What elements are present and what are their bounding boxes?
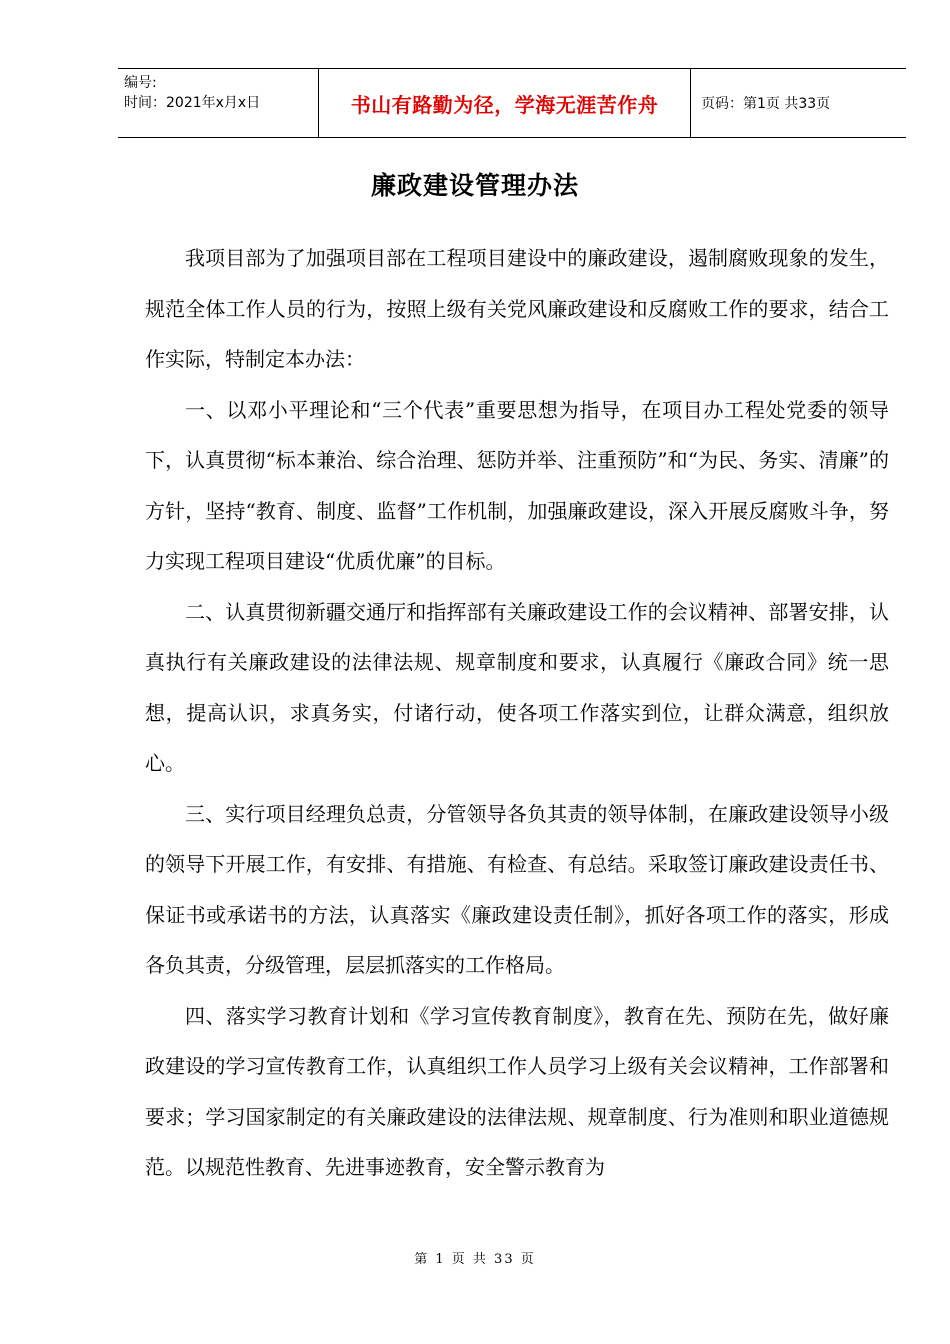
header-meta <box>118 69 318 137</box>
paragraph-3: 三、实行项目经理负总责，分管领导各负其责的领导体制，在廉政建设领导小级的领导下开展工作，有安排、有措施、有检查、有总结。采取签订廉政建设责任书、保证书或承诺书的方法，认真落实《廉政建设责任制》，抓好各项工作的落实，形成各负其责，分级管理，层层抓落实的工作格局。 <box>145 801 889 977</box>
document-time-label: 时间：2021年x月x日 <box>124 95 261 111</box>
page-footer: 第 1 页 共 33 页 <box>414 1252 536 1267</box>
paragraph-intro: 我项目部为了加强项目部在工程项目建设中的廉政建设，遏制腐败现象的发生，规范全体工作人员的行为，按照上级有关党风廉政建设和反腐败工作的要求，结合工作实际，特制定本办法： <box>145 246 889 371</box>
paragraph-1: 一、以邓小平理论和“三个代表”重要思想为指导，在项目办工程处党委的领导下，认真贯彻“标本兼治、综合治理、惩防并举、注重预防”和“为民、务实、清廉”的方针，坚持“教育、制度、监督”工作机制，加强廉政建设，深入开展反腐败斗争，努力实现工程项目建设“优质优廉”的目标。 <box>145 397 889 573</box>
document-title: 廉政建设管理办法 <box>370 171 579 200</box>
paragraph-2: 二、认真贯彻新疆交通厅和指挥部有关廉政建设工作的会议精神、部署安排，认真执行有关廉政建设的法律法规、规章制度和要求，认真履行《廉政合同》统一思想，提高认识，求真务实，付诸行动，使各项工作落实到位，让群众满意，组织放心。 <box>145 599 889 775</box>
paragraph-4: 四、落实学习教育计划和《学习宣传教育制度》，教育在先、预防在先，做好廉政建设的学习宣传教育工作，认真组织工作人员学习上级有关会议精神，工作部署和要求；学习国家制定的有关廉政建设的法律法规、规章制度、行为准则和职业道德规范。以规范性教育、先进事迹教育，安全警示教育为 <box>145 1003 889 1179</box>
document-number-label: 编号: <box>124 75 157 91</box>
document-body <box>145 233 889 1193</box>
document-header <box>118 68 906 138</box>
header-page-label: 页码：第1页 共33页 <box>701 96 831 112</box>
header-motto: 书山有路勤为径，学海无涯苦作舟 <box>318 69 691 137</box>
